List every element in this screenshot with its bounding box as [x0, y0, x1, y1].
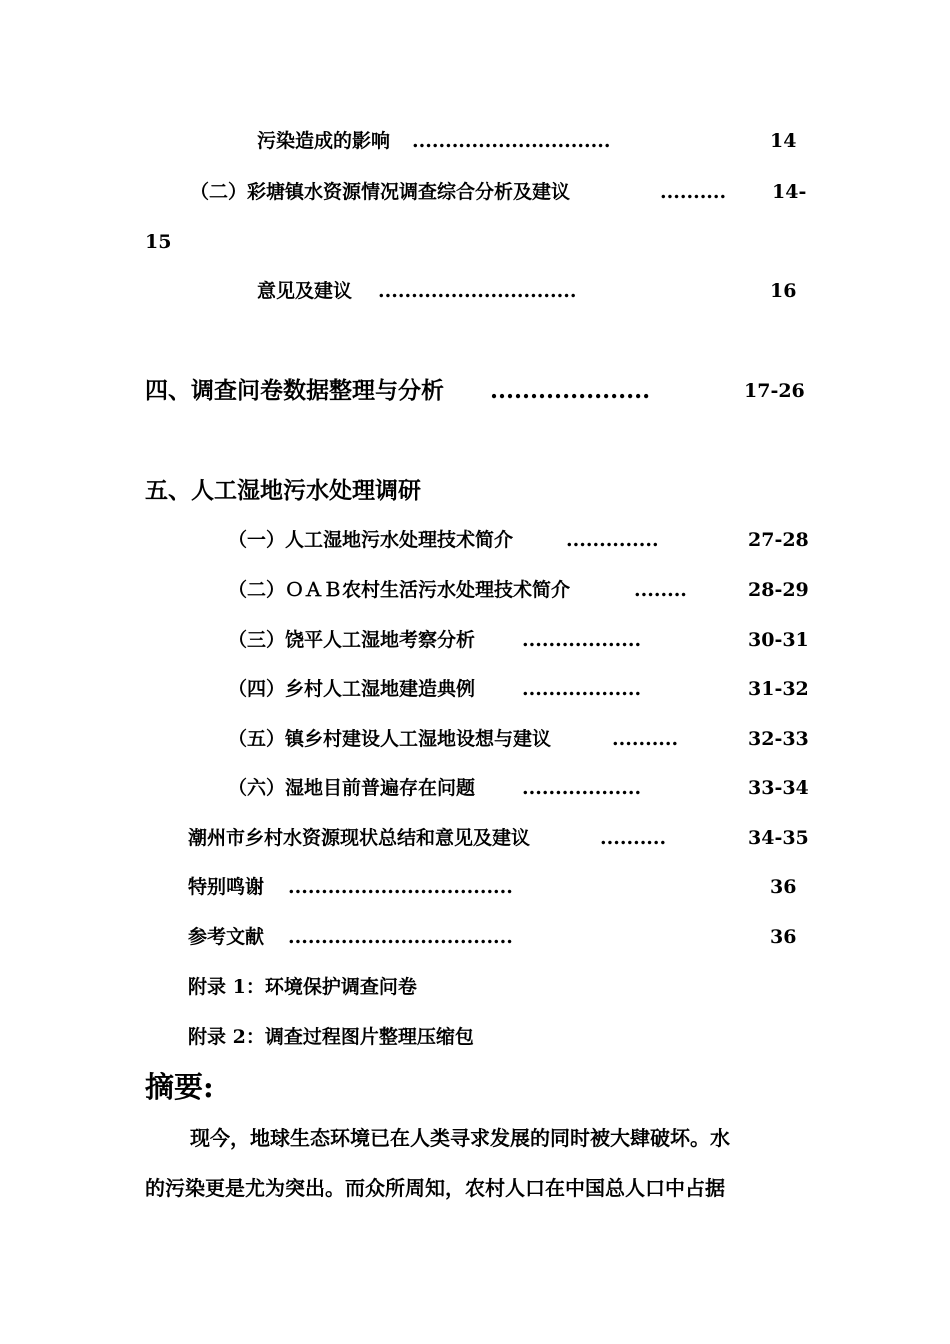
abstract-text: 现今，地球生态环境已在人类寻求发展的同时被大肆破坏。水: [190, 1126, 730, 1150]
toc-appendix: [0, 967, 950, 1007]
toc-page-number: 28-29: [748, 579, 809, 601]
toc-section-title: 五、人工湿地污水处理调研: [145, 477, 421, 504]
toc-page-number: 32-33: [748, 728, 809, 750]
toc-page-number: 14: [770, 130, 797, 152]
toc-section: [0, 371, 950, 411]
toc-entry-title: （一）人工湿地污水处理技术简介: [228, 529, 514, 551]
toc-leader-dots: ........: [634, 579, 687, 601]
toc-leader-dots: ..................: [522, 777, 642, 799]
toc-entry-title: 参考文献: [188, 926, 265, 948]
toc-entry: [0, 271, 950, 311]
toc-leader-dots: ....................: [490, 377, 651, 404]
toc-entry: [0, 669, 950, 709]
toc-entry-continuation: [0, 222, 950, 262]
toc-leader-dots: ..................................: [288, 876, 513, 898]
toc-entry-title: 附录 1：环境保护调查问卷: [188, 976, 417, 998]
toc-page-number: 17-26: [744, 380, 805, 402]
toc-entry: [0, 818, 950, 858]
toc-entry-title: （四）乡村人工湿地建造典例: [228, 678, 476, 700]
toc-page-number: 16: [770, 280, 797, 302]
abstract-heading: 摘要:: [145, 1070, 214, 1104]
toc-entry: [0, 917, 950, 957]
toc-page-number: 30-31: [748, 629, 809, 651]
toc-entry-title: （二）彩塘镇水资源情况调查综合分析及建议: [190, 181, 571, 203]
toc-leader-dots: ..............................: [412, 130, 611, 152]
toc-page-number: 36: [770, 876, 797, 898]
toc-leader-dots: ..............: [566, 529, 659, 551]
abstract-line: [0, 1168, 950, 1208]
toc-appendix: [0, 1017, 950, 1057]
toc-section-title: 四、调查问卷数据整理与分析: [145, 377, 444, 404]
toc-entry: [0, 719, 950, 759]
toc-entry-title: 特别鸣谢: [188, 876, 265, 898]
toc-leader-dots: ..................: [522, 629, 642, 651]
toc-entry: [0, 520, 950, 560]
abstract-text: 的污染更是尤为突出。而众所周知，农村人口在中国总人口中占据: [145, 1176, 725, 1200]
toc-page-number: 36: [770, 926, 797, 948]
toc-page-number: 33-34: [748, 777, 809, 799]
toc-section: [0, 471, 950, 511]
toc-page-number: 15: [145, 231, 172, 253]
toc-entry: [0, 768, 950, 808]
toc-leader-dots: ..........: [660, 181, 727, 203]
toc-leader-dots: ..................................: [288, 926, 513, 948]
toc-page-number: 27-28: [748, 529, 809, 551]
toc-page-number: 34-35: [748, 827, 809, 849]
toc-leader-dots: ..............................: [378, 280, 577, 302]
toc-entry: [0, 121, 950, 161]
toc-entry-title: 潮州市乡村水资源现状总结和意见及建议: [188, 827, 531, 849]
toc-page-number: 14-: [772, 181, 807, 203]
toc-page-number: 31-32: [748, 678, 809, 700]
toc-entry: [0, 620, 950, 660]
toc-entry-title: 附录 2：调查过程图片整理压缩包: [188, 1026, 474, 1048]
toc-leader-dots: ..........: [600, 827, 667, 849]
toc-leader-dots: ..........: [612, 728, 679, 750]
toc-entry-title: （五）镇乡村建设人工湿地设想与建议: [228, 728, 552, 750]
toc-entry: [0, 570, 950, 610]
abstract-line: [0, 1118, 950, 1158]
toc-entry-title: （三）饶平人工湿地考察分析: [228, 629, 476, 651]
toc-entry-title: （二）ＯＡＢ农村生活污水处理技术简介: [228, 579, 571, 601]
toc-entry: [0, 867, 950, 907]
toc-entry-title: （六）湿地目前普遍存在问题: [228, 777, 476, 799]
toc-leader-dots: ..................: [522, 678, 642, 700]
toc-entry-title: 污染造成的影响: [257, 130, 391, 152]
toc-entry: [0, 172, 950, 212]
toc-entry-title: 意见及建议: [257, 280, 353, 302]
